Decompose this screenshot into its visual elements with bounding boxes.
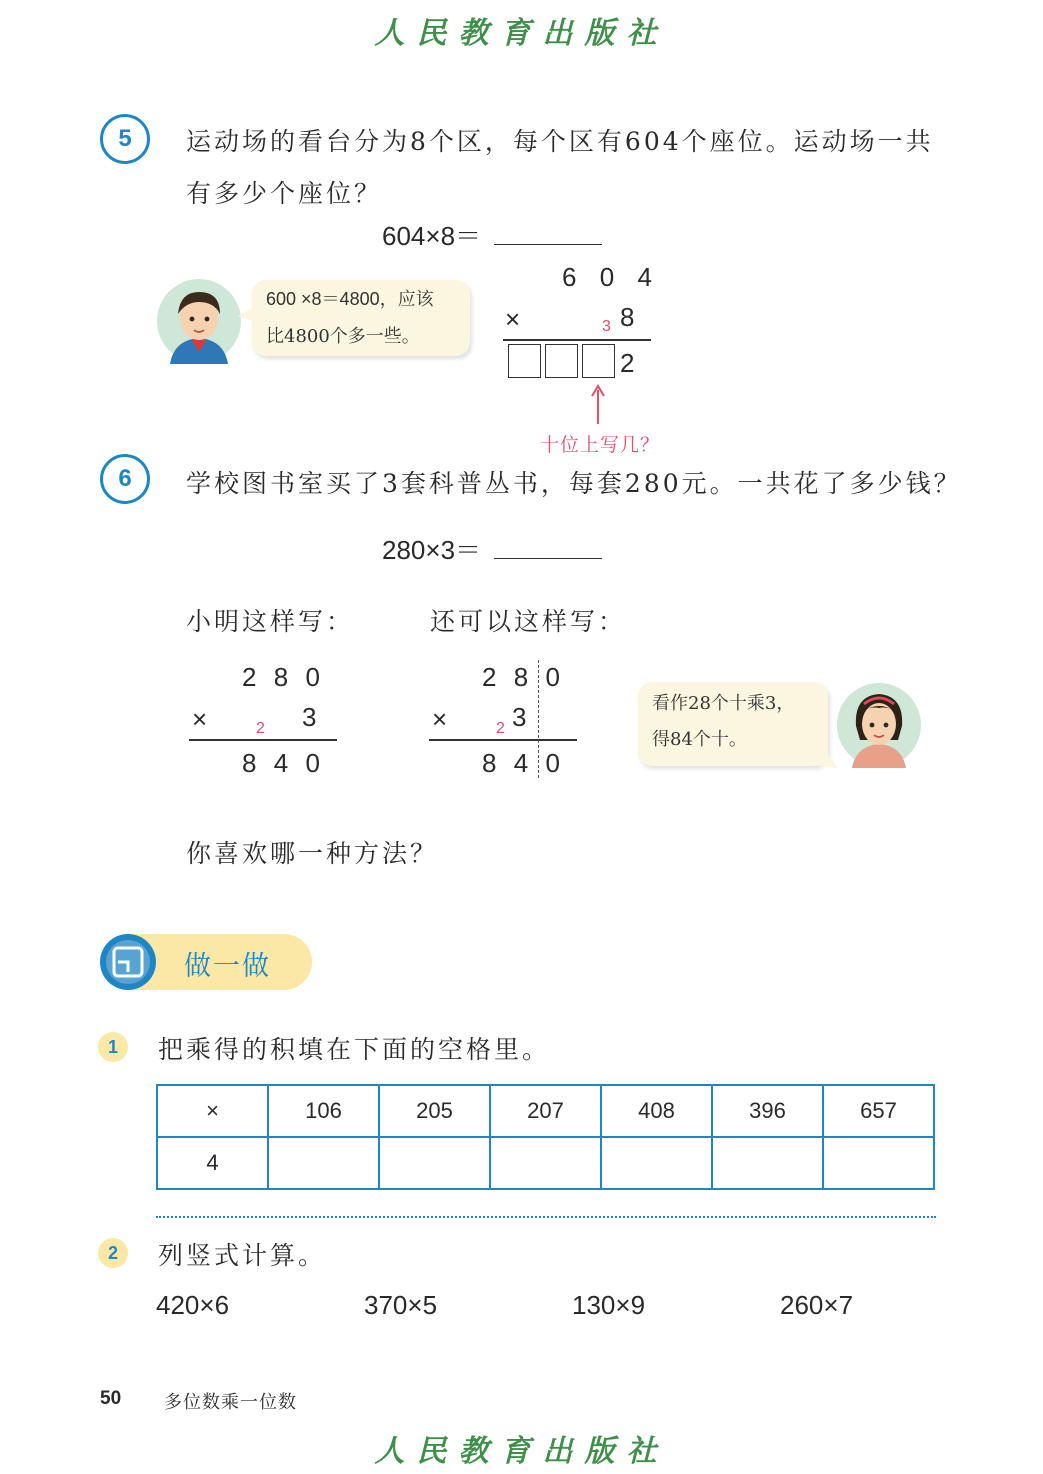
q5-result-boxes bbox=[508, 344, 615, 378]
bubble-line-2: 比4800个多一些。 bbox=[266, 326, 420, 347]
digit: 0 bbox=[545, 662, 560, 692]
answer-cell[interactable] bbox=[379, 1137, 490, 1189]
chapter-title: 多位数乘一位数 bbox=[164, 1392, 297, 1413]
calc1-carry-digit: 2 bbox=[256, 720, 265, 737]
digit: 0 bbox=[305, 748, 320, 778]
tens-place-hint: 十位上写几？ bbox=[540, 434, 661, 456]
bubble-line-1: 600 ×8＝4800，应该 bbox=[266, 289, 434, 309]
calc1-top-number bbox=[242, 662, 320, 693]
calc2-multiplier: 3 bbox=[512, 702, 527, 732]
dotted-divider bbox=[156, 1216, 936, 1218]
calc2-top-number bbox=[482, 662, 560, 693]
calc1-multiplier: 3 bbox=[302, 702, 317, 732]
answer-box-hundreds-thousands[interactable] bbox=[508, 344, 541, 378]
question-6-answer-blank[interactable] bbox=[494, 532, 602, 559]
problem-1: 420×6 bbox=[156, 1290, 230, 1320]
header-operator: × bbox=[157, 1085, 268, 1137]
publisher-watermark-top: 人民教育出版社 bbox=[374, 16, 669, 51]
question-6-text: 学校图书室买了3套科普丛书，每套280元。一共花了多少钱？ bbox=[186, 469, 962, 498]
header-cell: 396 bbox=[712, 1085, 823, 1137]
digit: 0 bbox=[305, 662, 320, 692]
header-cell: 106 bbox=[268, 1085, 379, 1137]
bubble-line-1: 看作28个十乘3， bbox=[652, 693, 795, 714]
problem-2: 370×5 bbox=[364, 1290, 438, 1320]
question-5-number: 5 bbox=[100, 114, 150, 164]
answer-cell[interactable] bbox=[601, 1137, 712, 1189]
calc1-result bbox=[242, 748, 320, 779]
publisher-watermark-bottom: 人民教育出版社 bbox=[374, 1434, 669, 1469]
bubble-tail bbox=[236, 304, 256, 324]
girl-avatar bbox=[836, 682, 922, 768]
header-cell: 205 bbox=[379, 1085, 490, 1137]
multiplication-table bbox=[156, 1084, 935, 1190]
q5-vertical-top-number bbox=[562, 262, 652, 293]
question-5-answer-blank[interactable] bbox=[494, 218, 602, 245]
pencil-square-icon bbox=[98, 932, 158, 992]
digit: 4 bbox=[513, 748, 529, 778]
calc2-result bbox=[482, 748, 560, 779]
question-6-equation: 280×3＝ bbox=[382, 535, 482, 565]
question-6-prompt: 你喜欢哪一种方法？ bbox=[186, 839, 439, 868]
exercise-2-text: 列竖式计算。 bbox=[158, 1241, 327, 1270]
q5-multiplier: 8 bbox=[620, 302, 635, 332]
digit: 4 bbox=[273, 748, 289, 778]
answer-cell[interactable] bbox=[490, 1137, 601, 1189]
method-2-label: 还可以这样写： bbox=[430, 607, 627, 636]
digit: 0 bbox=[599, 262, 615, 292]
arrow-up-icon bbox=[588, 384, 608, 426]
question-6-number: 6 bbox=[100, 454, 150, 504]
header-cell: 408 bbox=[601, 1085, 712, 1137]
table-header-row bbox=[157, 1085, 934, 1137]
question-5-text-line1: 运动场的看台分为8个区，每个区有604个座位。运动场一共 bbox=[186, 127, 934, 156]
digit: 0 bbox=[545, 748, 560, 778]
problem-3: 130×9 bbox=[572, 1290, 646, 1320]
digit: 2 bbox=[482, 662, 497, 692]
boy-avatar bbox=[156, 278, 242, 364]
digit: 4 bbox=[637, 262, 652, 292]
exercise-2-number: 2 bbox=[98, 1238, 128, 1268]
page-number: 50 bbox=[100, 1388, 122, 1409]
q5-calc-rule bbox=[503, 339, 651, 341]
method-1-label: 小明这样写： bbox=[186, 607, 355, 636]
calc2-multiply-sign: × bbox=[432, 704, 448, 734]
q5-carry-digit: 3 bbox=[602, 318, 611, 335]
digit: 8 bbox=[513, 662, 529, 692]
girl-speech-bubble bbox=[638, 682, 828, 766]
digit: 8 bbox=[242, 748, 257, 778]
row-multiplier: 4 bbox=[157, 1137, 268, 1189]
bubble-line-2: 得84个十。 bbox=[652, 729, 747, 750]
problem-4: 260×7 bbox=[780, 1290, 854, 1320]
calc2-rule bbox=[429, 739, 577, 741]
answer-cell[interactable] bbox=[823, 1137, 934, 1189]
q5-multiply-sign: × bbox=[505, 304, 521, 334]
answer-cell[interactable] bbox=[268, 1137, 379, 1189]
calc1-rule bbox=[189, 739, 337, 741]
question-5-equation: 604×8＝ bbox=[382, 221, 482, 251]
answer-box-hundreds[interactable] bbox=[545, 344, 578, 378]
digit: 2 bbox=[242, 662, 257, 692]
digit: 8 bbox=[273, 662, 289, 692]
answer-box-tens[interactable] bbox=[582, 344, 615, 378]
header-cell: 207 bbox=[490, 1085, 601, 1137]
table-answer-row bbox=[157, 1137, 934, 1189]
calc1-multiply-sign: × bbox=[192, 704, 208, 734]
do-it-title: 做一做 bbox=[184, 951, 271, 982]
boy-speech-bubble bbox=[252, 280, 470, 356]
q5-result-ones-digit: 2 bbox=[620, 348, 635, 378]
exercise-1-number: 1 bbox=[98, 1032, 128, 1062]
digit: 8 bbox=[482, 748, 497, 778]
calc2-carry-digit: 2 bbox=[496, 720, 505, 737]
question-5-text-line2: 有多少个座位？ bbox=[186, 179, 383, 208]
header-cell: 657 bbox=[823, 1085, 934, 1137]
digit: 6 bbox=[562, 262, 577, 292]
calc2-tens-divider bbox=[538, 660, 539, 778]
answer-cell[interactable] bbox=[712, 1137, 823, 1189]
exercise-1-text: 把乘得的积填在下面的空格里。 bbox=[158, 1035, 551, 1064]
